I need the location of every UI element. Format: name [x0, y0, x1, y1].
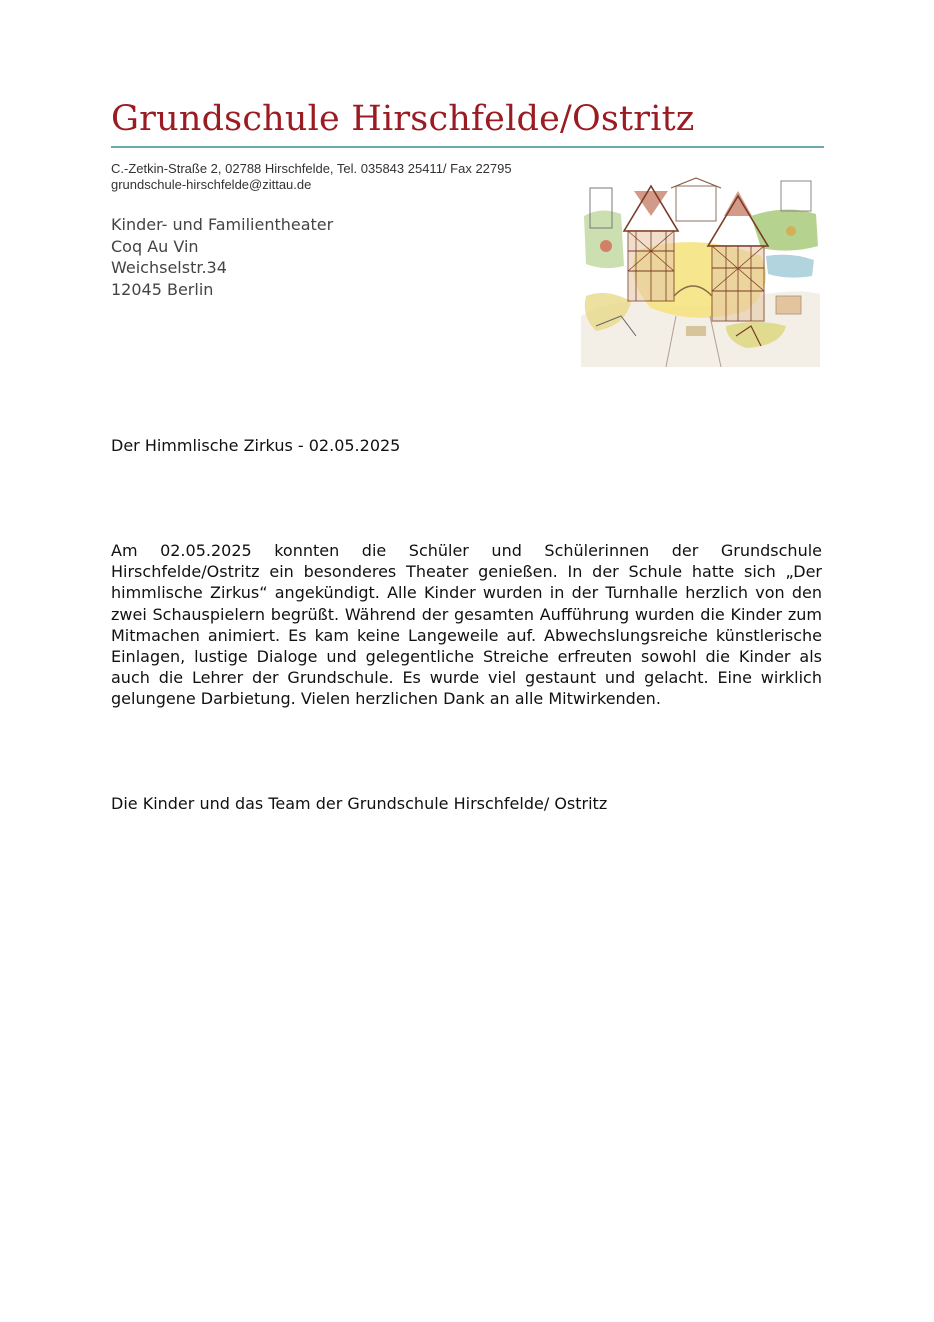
recipient-line-2: Coq Au Vin — [111, 236, 199, 256]
letter-body: Am 02.05.2025 konnten die Schüler und Schülerinnen der Grundschule Hirschfelde/Ostritz ein besonderes Theater genießen. In der Schule hatte sich „Der himmlische Zirkus“ angekündigt. Alle Kinder wurden in der Turnhalle herzlich von den zwei Schauspielern begrüßt. Während der gesamten Aufführung wurden die Kinder zum Mitmachen animiert. Es kam keine Langeweile auf. Abwechslungsreiche künstlerische Einlagen, lustige Dialoge und gelegentliche Streiche erfreuten sowohl die Kinder als auch die Lehrer der Grundschule. Es wurde viel gestaunt und gelacht. Eine wirklich gelungene Darbietung. Vielen herzlichen Dank an alle Mitwirkenden. — [111, 541, 822, 709]
recipient-line-4: 12045 Berlin — [111, 279, 214, 299]
address-line: C.-Zetkin-Straße 2, 02788 Hirschfelde, Tel. 035843 25411/ Fax 22795 — [111, 161, 512, 176]
letter-subject: Der Himmlische Zirkus - 02.05.2025 — [111, 436, 401, 455]
school-name-heading: Grundschule Hirschfelde/Ostritz — [111, 99, 695, 139]
recipient-line-3: Weichselstr.34 — [111, 258, 227, 277]
contact-block — [111, 161, 512, 193]
recipient-address — [111, 214, 333, 300]
schoolyard-illustration — [576, 176, 822, 367]
letter-signature: Die Kinder und das Team der Grundschule Hirschfelde/ Ostritz — [111, 794, 608, 813]
title-underline — [111, 146, 824, 148]
email-line: grundschule-hirschfelde@zittau.de — [111, 177, 312, 192]
recipient-line-1: Kinder- und Familientheater — [111, 215, 334, 234]
